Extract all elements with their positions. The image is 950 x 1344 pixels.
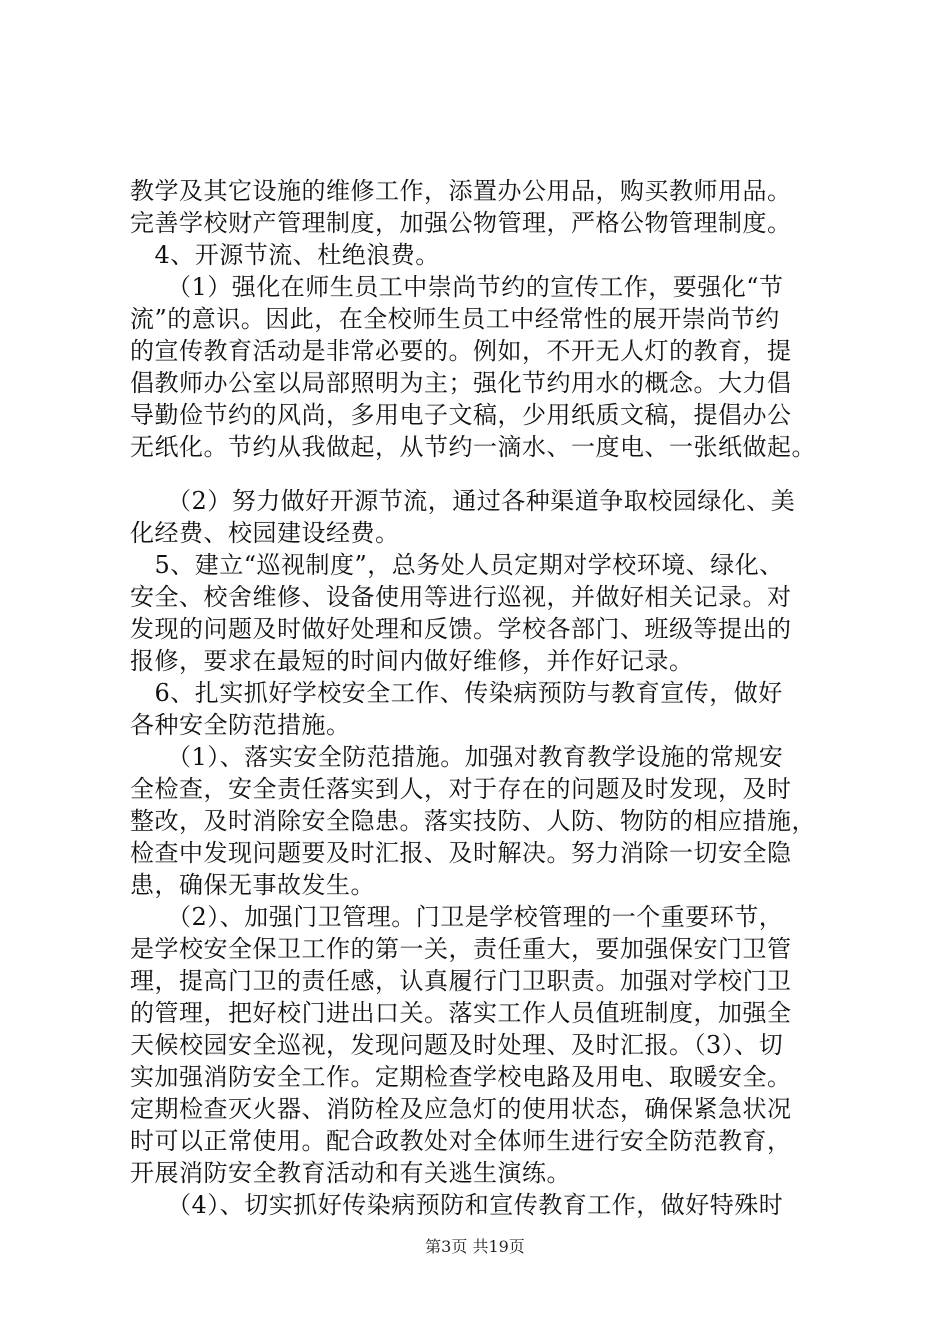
text-line: 报修，要求在最短的时间内做好维修，并作好记录。 bbox=[130, 647, 694, 675]
text-line: 发现的问题及时做好处理和反馈。学校各部门、班级等提出的 bbox=[130, 615, 792, 643]
text-line: 教学及其它设施的维修工作，添置办公用品，购买教师用品。 bbox=[130, 177, 792, 205]
text-line: 安全、校舍维修、设备使用等进行巡视，并做好相关记录。对 bbox=[130, 583, 792, 611]
text-line: 全检查，安全责任落实到人，对于存在的问题及时发现，及时 bbox=[130, 775, 792, 803]
text-line: 是学校安全保卫工作的第一关，责任重大，要加强保安门卫管 bbox=[130, 935, 792, 963]
text-line: （1）强化在师生员工中崇尚节约的宣传工作，要强化“节 bbox=[130, 273, 784, 301]
text-line: 6、扎实抓好学校安全工作、传染病预防与教育宣传，做好 bbox=[130, 679, 783, 707]
page-number-footer: 第3页 共19页 bbox=[425, 1237, 525, 1256]
text-line: 5、建立“巡视制度”，总务处人员定期对学校环境、绿化、 bbox=[130, 551, 784, 579]
text-line: 时可以正常使用。配合政教处对全体师生进行安全防范教育， bbox=[130, 1127, 792, 1155]
text-line: 的管理，把好校门进出口关。落实工作人员值班制度，加强全 bbox=[130, 999, 792, 1027]
text-line: 的宣传教育活动是非常必要的。例如，不开无人灯的教育，提 bbox=[130, 337, 792, 365]
text-line: 天候校园安全巡视，发现问题及时处理、及时汇报。（3）、切 bbox=[130, 1031, 784, 1059]
text-line: （2）、加强门卫管理。门卫是学校管理的一个重要环节， bbox=[130, 903, 784, 931]
text-line: 导勤俭节约的风尚，多用电子文稿，少用纸质文稿，提倡办公 bbox=[130, 401, 792, 429]
text-line: 完善学校财产管理制度，加强公物管理，严格公物管理制度。 bbox=[130, 209, 792, 237]
text-line: （2）努力做好开源节流，通过各种渠道争取校园绿化、美 bbox=[130, 487, 796, 515]
text-line: （1）、落实安全防范措施。加强对教育教学设施的常规安 bbox=[130, 743, 784, 771]
text-line: 各种安全防范措施。 bbox=[130, 711, 351, 739]
text-line: 化经费、校园建设经费。 bbox=[130, 519, 400, 547]
text-line: 无纸化。节约从我做起，从节约一滴水、一度电、一张纸做起。 bbox=[130, 433, 816, 461]
text-line: 倡教师办公室以局部照明为主；强化节约用水的概念。大力倡 bbox=[130, 369, 792, 397]
text-line: 整改，及时消除安全隐患。落实技防、人防、物防的相应措施， bbox=[130, 807, 816, 835]
text-line: 理，提高门卫的责任感，认真履行门卫职责。加强对学校门卫 bbox=[130, 967, 792, 995]
text-line: 4、开源节流、杜绝浪费。 bbox=[130, 241, 440, 269]
text-line: 检查中发现问题要及时汇报、及时解决。努力消除一切安全隐 bbox=[130, 839, 792, 867]
text-line: 患，确保无事故发生。 bbox=[130, 871, 375, 899]
text-line: 定期检查灭火器、消防栓及应急灯的使用状态，确保紧急状况 bbox=[130, 1095, 792, 1123]
text-line: 开展消防安全教育活动和有关逃生演练。 bbox=[130, 1159, 571, 1187]
text-line: （4）、切实抓好传染病预防和宣传教育工作，做好特殊时 bbox=[130, 1191, 784, 1219]
text-line: 流”的意识。因此，在全校师生员工中经常性的展开崇尚节约 bbox=[130, 305, 780, 333]
text-line: 实加强消防安全工作。定期检查学校电路及用电、取暖安全。 bbox=[130, 1063, 792, 1091]
